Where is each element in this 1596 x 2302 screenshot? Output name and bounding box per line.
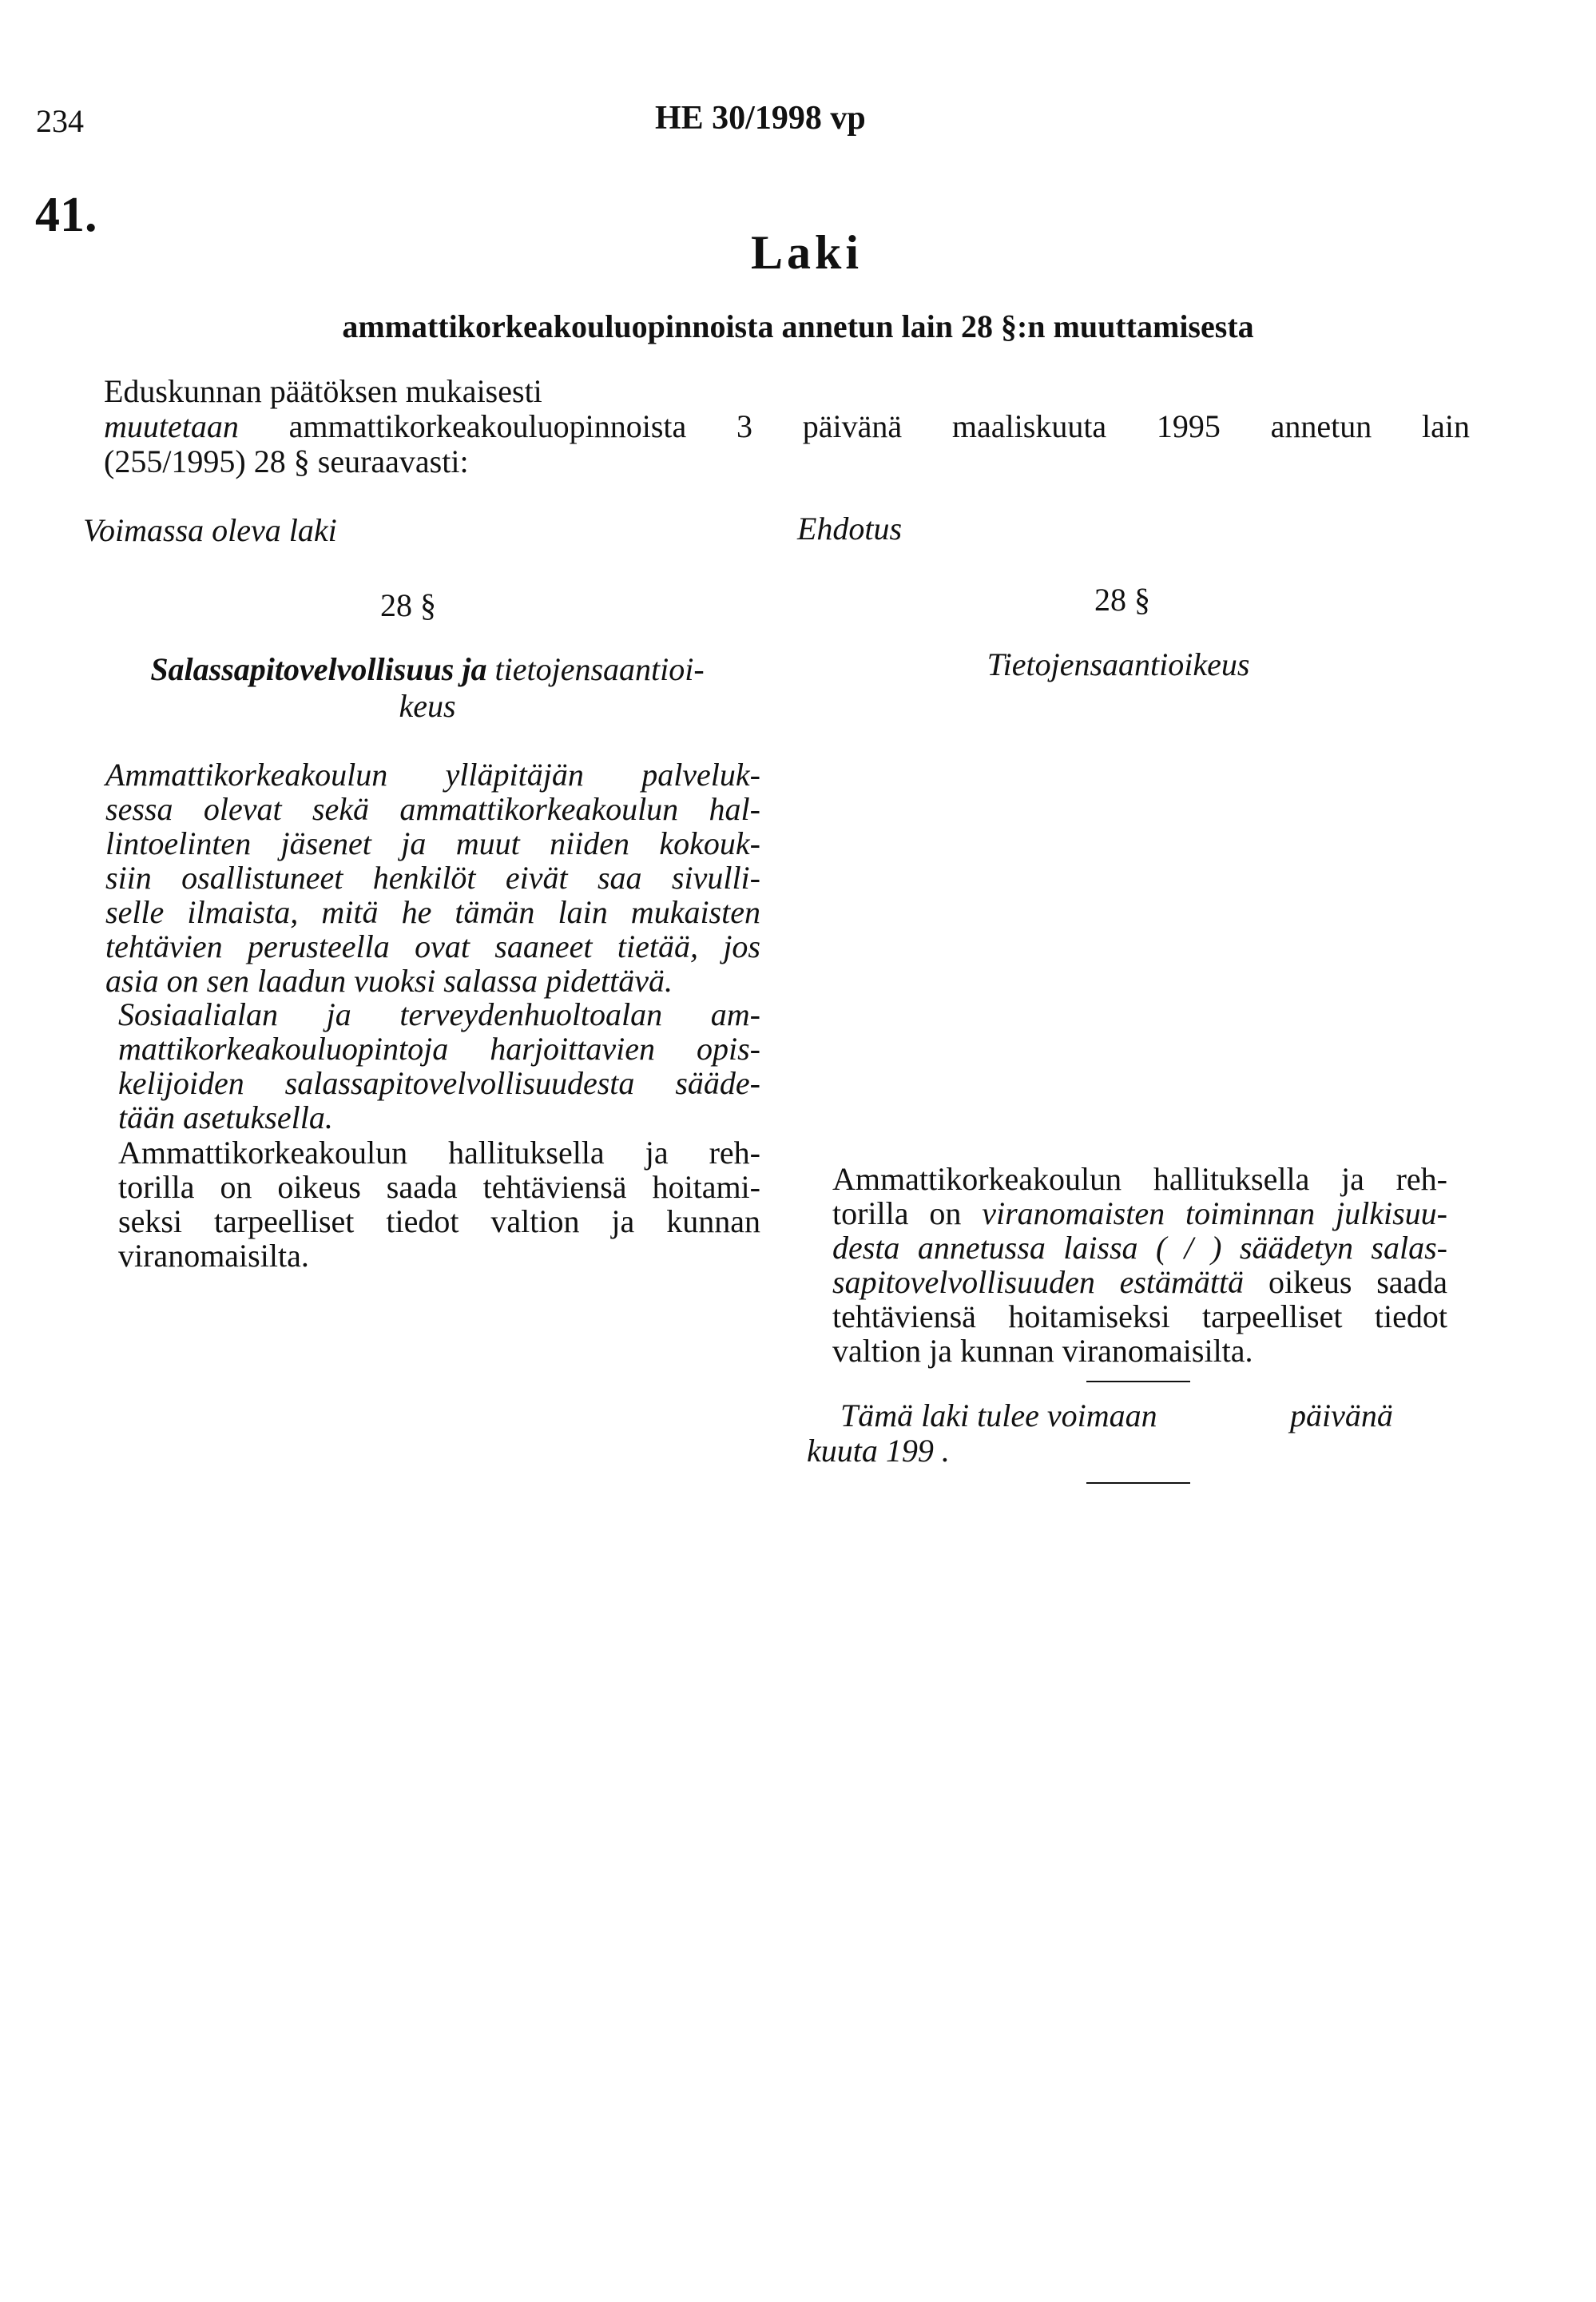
current-paragraph-3 (118, 1135, 760, 1273)
text-line: mattikorkeakouluopintoja harjoittavien opis- (118, 1031, 760, 1067)
document-id: HE 30/1998 vp (655, 100, 866, 137)
current-paragraph-2 (118, 997, 760, 1135)
text-line: viranomaisilta. (118, 1238, 309, 1274)
current-law-column-heading: Voimassa oleva laki (83, 512, 337, 548)
text-segment: oikeus saada (1268, 1264, 1448, 1300)
intro-line-3: (255/1995) 28 § seuraavasti: (104, 443, 469, 479)
proposal-section-heading: Tietojensaantioikeus (987, 646, 1250, 682)
intro-amend-verb: muutetaan (104, 408, 239, 444)
text-line: Ammattikorkeakoulun hallituksella ja reh- (118, 1135, 760, 1171)
text-line (832, 1196, 1447, 1231)
text-line: torilla on oikeus saada tehtäviensä hoitami- (118, 1169, 760, 1205)
proposal-paragraph-1 (832, 1162, 1447, 1368)
current-heading-line-2: keus (399, 688, 456, 724)
text-line: tään asetuksella. (118, 1099, 333, 1135)
text-line: Sosiaalialan ja terveydenhuoltoalan am- (118, 996, 760, 1032)
text-line: Ammattikorkeakoulun ylläpitäjän palveluk- (105, 757, 760, 793)
current-heading-rest: tietojensaantioi- (494, 651, 705, 687)
text-line: sessa olevat sekä ammattikorkeakoulun hal- (105, 791, 760, 827)
text-line: tehtävien perusteella ovat saaneet tietää, jos (105, 928, 760, 964)
entry-text: Tämä laki tulee voimaan (840, 1398, 1157, 1433)
text-line: kelijoiden salassapitovelvollisuudesta sääde- (118, 1065, 760, 1101)
text-line: siin osallistuneet henkilöt eivät saa sivulli- (105, 860, 760, 896)
text-line: Ammattikorkeakoulun hallituksella ja reh- (832, 1161, 1447, 1197)
current-heading-bold: Salassapitovelvollisuus ja (150, 651, 487, 687)
enactment-clause (104, 374, 1470, 479)
entry-day-label: päivänä (1290, 1398, 1393, 1433)
intro-line-1: Eduskunnan päätöksen mukaisesti (104, 373, 542, 409)
page-number: 234 (36, 103, 84, 139)
inserted-text-line: desta annetussa laissa ( / ) säädetyn salas- (832, 1230, 1447, 1266)
inserted-text: sapitovelvollisuuden estämättä (832, 1264, 1245, 1300)
text-line: selle ilmaista, mitä he tämän lain mukaisten (105, 894, 760, 930)
text-segment: torilla on (832, 1195, 962, 1231)
entry-into-force-clause (807, 1398, 1462, 1469)
inserted-text: viranomaisten toiminnan julkisuu- (982, 1195, 1448, 1231)
law-subtitle: ammattikorkeakouluopinnoista annetun lain 28 §:n muuttamisesta (342, 308, 1254, 344)
text-line: tehtäviensä hoitamiseksi tarpeelliset tiedot (832, 1298, 1447, 1334)
text-line: asia on sen laadun vuoksi salassa pidettävä. (105, 963, 673, 999)
end-divider (1086, 1482, 1190, 1484)
proposal-section-number: 28 § (1094, 582, 1150, 618)
current-paragraph-1 (105, 757, 760, 998)
text-line: lintoelinten jäsenet ja muut niiden kokouk- (105, 825, 760, 861)
text-line (832, 1265, 1447, 1299)
current-section-heading (96, 651, 759, 725)
section-divider (1086, 1381, 1190, 1382)
law-title: Laki (750, 226, 864, 279)
intro-line-2 (104, 409, 1470, 444)
entry-line-2: kuuta 199 . (807, 1433, 950, 1469)
entry-line-1 (807, 1398, 1462, 1433)
text-line: valtion ja kunnan viranomaisilta. (832, 1333, 1253, 1369)
intro-line-2-text: ammattikorkeakouluopinnoista 3 päivänä maaliskuuta 1995 annetun lain (288, 408, 1471, 444)
proposal-column-heading: Ehdotus (797, 511, 903, 547)
current-section-number: 28 § (380, 587, 436, 623)
section-number: 41. (35, 188, 97, 242)
text-line: seksi tarpeelliset tiedot valtion ja kunnan (118, 1203, 760, 1239)
